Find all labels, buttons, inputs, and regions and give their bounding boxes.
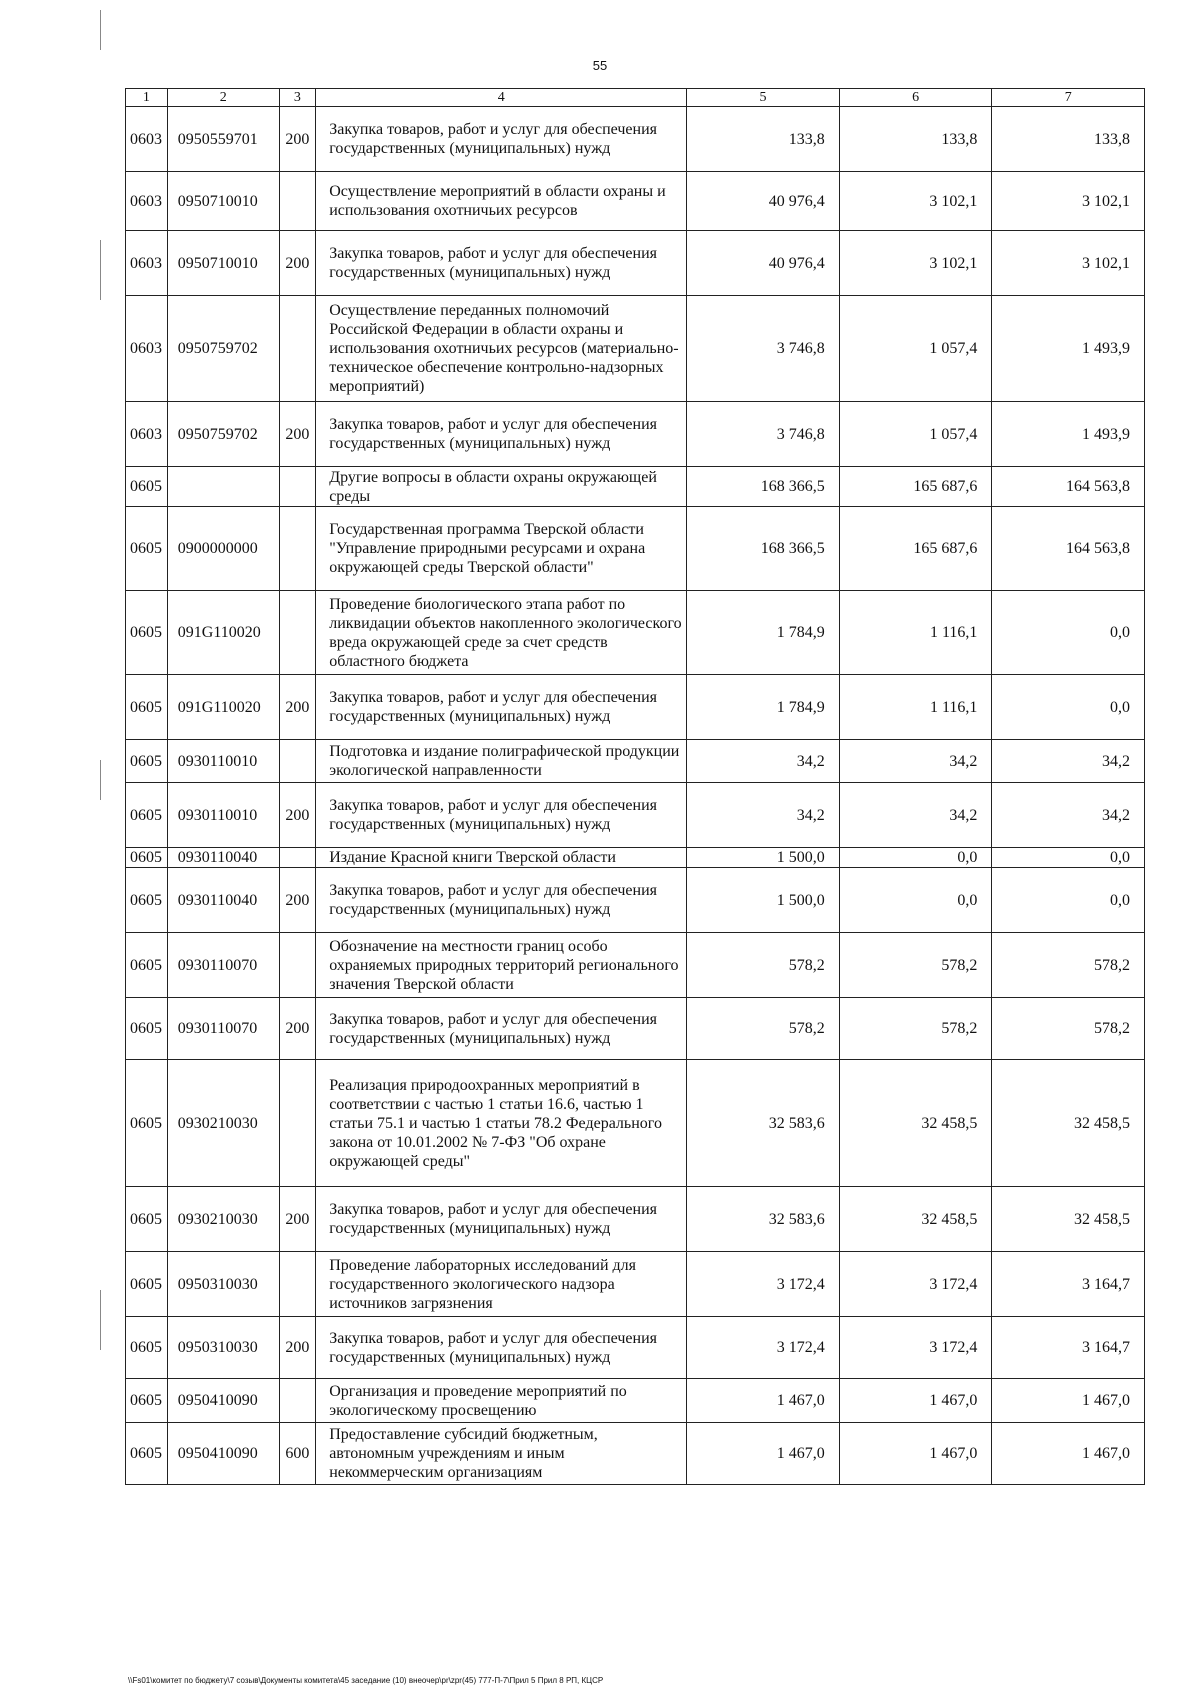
row-description: Издание Красной книги Тверской области <box>316 848 687 868</box>
row-value-2021: 32 583,6 <box>687 1187 840 1252</box>
row-value-2022: 133,8 <box>839 107 992 172</box>
row-expense-type <box>279 591 316 675</box>
table-row <box>126 172 1145 231</box>
table-row <box>126 1379 1145 1423</box>
row-section-code: 0603 <box>126 172 168 231</box>
row-section-code: 0603 <box>126 231 168 296</box>
row-target-code: 0950410090 <box>167 1379 279 1423</box>
row-expense-type <box>279 1379 316 1423</box>
row-value-2022: 32 458,5 <box>839 1187 992 1252</box>
table-row <box>126 107 1145 172</box>
row-value-2021: 578,2 <box>687 998 840 1060</box>
row-expense-type: 200 <box>279 868 316 933</box>
row-description: Закупка товаров, работ и услуг для обеспечения государственных (муниципальных) нужд <box>316 783 687 848</box>
table-row <box>126 1187 1145 1252</box>
row-expense-type: 200 <box>279 1187 316 1252</box>
row-value-2021: 3 746,8 <box>687 402 840 467</box>
row-value-2023: 32 458,5 <box>992 1060 1145 1187</box>
row-section-code: 0605 <box>126 1060 168 1187</box>
column-header: 2 <box>167 89 279 107</box>
row-value-2022: 1 116,1 <box>839 591 992 675</box>
row-section-code: 0605 <box>126 675 168 740</box>
row-value-2022: 3 102,1 <box>839 231 992 296</box>
table-row <box>126 1317 1145 1379</box>
row-value-2022: 165 687,6 <box>839 507 992 591</box>
row-description: Проведение биологического этапа работ по ликвидации объектов накопленного экологического вреда окружающей среде за счет средств областного бюджета <box>316 591 687 675</box>
row-section-code: 0603 <box>126 296 168 402</box>
row-expense-type: 200 <box>279 402 316 467</box>
table-row <box>126 1060 1145 1187</box>
row-value-2023: 0,0 <box>992 591 1145 675</box>
row-value-2021: 578,2 <box>687 933 840 998</box>
file-path-footer: \\Fs01\комитет по бюджету\7 созыв\Документы комитета\45 заседание (10) внеочер\pr\zpr(45) 777-П-7\Прил 5 Прил 8 РП, КЦСР <box>128 1676 604 1685</box>
row-expense-type: 200 <box>279 107 316 172</box>
row-target-code: 0930110070 <box>167 998 279 1060</box>
table-row <box>126 933 1145 998</box>
row-value-2021: 3 746,8 <box>687 296 840 402</box>
row-value-2022: 1 467,0 <box>839 1379 992 1423</box>
row-value-2021: 1 784,9 <box>687 675 840 740</box>
row-section-code: 0605 <box>126 1423 168 1485</box>
row-value-2022: 3 172,4 <box>839 1317 992 1379</box>
row-section-code: 0605 <box>126 848 168 868</box>
row-expense-type <box>279 296 316 402</box>
row-value-2021: 1 784,9 <box>687 591 840 675</box>
row-target-code: 0930110010 <box>167 783 279 848</box>
table-row <box>126 868 1145 933</box>
row-value-2023: 1 467,0 <box>992 1423 1145 1485</box>
row-value-2022: 1 057,4 <box>839 402 992 467</box>
table-row <box>126 231 1145 296</box>
row-description: Осуществление переданных полномочий Российской Федерации в области охраны и использования охотничьих ресурсов (материально-техническое обеспечение контрольно-надзорных мероприятий) <box>316 296 687 402</box>
table-row <box>126 402 1145 467</box>
row-description: Организация и проведение мероприятий по экологическому просвещению <box>316 1379 687 1423</box>
row-value-2022: 1 467,0 <box>839 1423 992 1485</box>
row-target-code: 0950710010 <box>167 231 279 296</box>
table-row <box>126 783 1145 848</box>
row-target-code: 0950759702 <box>167 402 279 467</box>
row-target-code: 0950559701 <box>167 107 279 172</box>
row-section-code: 0605 <box>126 507 168 591</box>
row-expense-type <box>279 740 316 783</box>
row-target-code: 0950410090 <box>167 1423 279 1485</box>
row-value-2022: 3 172,4 <box>839 1252 992 1317</box>
row-section-code: 0605 <box>126 1317 168 1379</box>
row-value-2022: 578,2 <box>839 933 992 998</box>
row-expense-type <box>279 172 316 231</box>
row-target-code: 0950710010 <box>167 172 279 231</box>
row-description: Закупка товаров, работ и услуг для обеспечения государственных (муниципальных) нужд <box>316 231 687 296</box>
row-description: Закупка товаров, работ и услуг для обеспечения государственных (муниципальных) нужд <box>316 1317 687 1379</box>
budget-table <box>125 88 1145 1485</box>
row-section-code: 0605 <box>126 1252 168 1317</box>
row-section-code: 0603 <box>126 402 168 467</box>
row-description: Подготовка и издание полиграфической продукции экологической направленности <box>316 740 687 783</box>
row-expense-type: 200 <box>279 783 316 848</box>
row-target-code: 0950759702 <box>167 296 279 402</box>
row-value-2023: 1 467,0 <box>992 1379 1145 1423</box>
row-description: Проведение лабораторных исследований для государственного экологического надзора источников загрязнения <box>316 1252 687 1317</box>
scan-margin-mark <box>100 240 101 300</box>
row-value-2023: 0,0 <box>992 848 1145 868</box>
row-value-2023: 0,0 <box>992 675 1145 740</box>
row-target-code: 0930110010 <box>167 740 279 783</box>
row-target-code: 0930110040 <box>167 848 279 868</box>
row-section-code: 0605 <box>126 1379 168 1423</box>
column-header: 4 <box>316 89 687 107</box>
row-value-2022: 34,2 <box>839 783 992 848</box>
row-value-2021: 168 366,5 <box>687 467 840 507</box>
row-value-2021: 40 976,4 <box>687 231 840 296</box>
row-description: Государственная программа Тверской области "Управление природными ресурсами и охрана окружающей среды Тверской области" <box>316 507 687 591</box>
row-value-2021: 34,2 <box>687 783 840 848</box>
row-description: Закупка товаров, работ и услуг для обеспечения государственных (муниципальных) нужд <box>316 1187 687 1252</box>
row-description: Закупка товаров, работ и услуг для обеспечения государственных (муниципальных) нужд <box>316 868 687 933</box>
row-section-code: 0603 <box>126 107 168 172</box>
row-value-2022: 1 116,1 <box>839 675 992 740</box>
row-target-code: 0900000000 <box>167 507 279 591</box>
row-value-2023: 164 563,8 <box>992 507 1145 591</box>
row-value-2023: 1 493,9 <box>992 402 1145 467</box>
row-value-2021: 1 500,0 <box>687 848 840 868</box>
row-expense-type <box>279 507 316 591</box>
row-expense-type <box>279 1060 316 1187</box>
row-target-code: 0930210030 <box>167 1060 279 1187</box>
column-header: 5 <box>687 89 840 107</box>
row-target-code: 091G110020 <box>167 591 279 675</box>
row-target-code <box>167 467 279 507</box>
row-value-2021: 34,2 <box>687 740 840 783</box>
table-row <box>126 675 1145 740</box>
row-value-2021: 1 467,0 <box>687 1423 840 1485</box>
column-header: 6 <box>839 89 992 107</box>
row-target-code: 091G110020 <box>167 675 279 740</box>
row-expense-type <box>279 933 316 998</box>
row-value-2023: 3 102,1 <box>992 231 1145 296</box>
row-value-2022: 1 057,4 <box>839 296 992 402</box>
scan-margin-mark <box>100 1290 101 1350</box>
table-row <box>126 507 1145 591</box>
row-value-2023: 1 493,9 <box>992 296 1145 402</box>
row-value-2023: 3 164,7 <box>992 1317 1145 1379</box>
row-value-2023: 0,0 <box>992 868 1145 933</box>
row-value-2023: 32 458,5 <box>992 1187 1145 1252</box>
row-value-2023: 133,8 <box>992 107 1145 172</box>
row-value-2022: 578,2 <box>839 998 992 1060</box>
row-value-2023: 34,2 <box>992 783 1145 848</box>
row-value-2023: 164 563,8 <box>992 467 1145 507</box>
row-value-2023: 578,2 <box>992 998 1145 1060</box>
scan-margin-mark <box>100 760 101 800</box>
table-row <box>126 467 1145 507</box>
row-target-code: 0930110070 <box>167 933 279 998</box>
row-target-code: 0930110040 <box>167 868 279 933</box>
row-section-code: 0605 <box>126 467 168 507</box>
row-description: Другие вопросы в области охраны окружающей среды <box>316 467 687 507</box>
table-row <box>126 1423 1145 1485</box>
row-description: Реализация природоохранных мероприятий в соответствии с частью 1 статьи 16.6, частью 1 статьи 75.1 и частью 1 статьи 78.2 Федерального закона от 10.01.2002 № 7-ФЗ "Об охране окружающей среды" <box>316 1060 687 1187</box>
page-number: 55 <box>592 58 608 73</box>
row-section-code: 0605 <box>126 591 168 675</box>
row-expense-type: 200 <box>279 675 316 740</box>
row-section-code: 0605 <box>126 740 168 783</box>
row-description: Обозначение на местности границ особо охраняемых природных территорий регионального значения Тверской области <box>316 933 687 998</box>
row-value-2021: 133,8 <box>687 107 840 172</box>
row-value-2023: 578,2 <box>992 933 1145 998</box>
row-expense-type <box>279 848 316 868</box>
row-value-2022: 34,2 <box>839 740 992 783</box>
column-header: 7 <box>992 89 1145 107</box>
scan-margin-mark <box>100 10 101 50</box>
row-description: Предоставление субсидий бюджетным, автономным учреждениям и иным некоммерческим организациям <box>316 1423 687 1485</box>
table-header-row <box>126 89 1145 107</box>
row-expense-type: 200 <box>279 231 316 296</box>
table-row <box>126 296 1145 402</box>
row-target-code: 0950310030 <box>167 1317 279 1379</box>
row-target-code: 0950310030 <box>167 1252 279 1317</box>
row-expense-type <box>279 467 316 507</box>
row-description: Закупка товаров, работ и услуг для обеспечения государственных (муниципальных) нужд <box>316 107 687 172</box>
row-value-2023: 3 164,7 <box>992 1252 1145 1317</box>
row-expense-type: 200 <box>279 998 316 1060</box>
row-value-2021: 3 172,4 <box>687 1252 840 1317</box>
row-value-2022: 0,0 <box>839 848 992 868</box>
row-value-2021: 3 172,4 <box>687 1317 840 1379</box>
row-section-code: 0605 <box>126 783 168 848</box>
table-row <box>126 998 1145 1060</box>
row-value-2021: 32 583,6 <box>687 1060 840 1187</box>
row-value-2023: 3 102,1 <box>992 172 1145 231</box>
row-section-code: 0605 <box>126 933 168 998</box>
row-expense-type: 600 <box>279 1423 316 1485</box>
row-value-2021: 1 467,0 <box>687 1379 840 1423</box>
table-row <box>126 740 1145 783</box>
column-header: 3 <box>279 89 316 107</box>
row-value-2022: 32 458,5 <box>839 1060 992 1187</box>
table-row <box>126 591 1145 675</box>
row-value-2022: 3 102,1 <box>839 172 992 231</box>
row-expense-type: 200 <box>279 1317 316 1379</box>
table-row <box>126 1252 1145 1317</box>
table-row <box>126 848 1145 868</box>
row-value-2023: 34,2 <box>992 740 1145 783</box>
row-value-2022: 0,0 <box>839 868 992 933</box>
row-description: Закупка товаров, работ и услуг для обеспечения государственных (муниципальных) нужд <box>316 675 687 740</box>
row-value-2021: 1 500,0 <box>687 868 840 933</box>
row-section-code: 0605 <box>126 998 168 1060</box>
row-value-2021: 168 366,5 <box>687 507 840 591</box>
row-value-2022: 165 687,6 <box>839 467 992 507</box>
row-target-code: 0930210030 <box>167 1187 279 1252</box>
column-header: 1 <box>126 89 168 107</box>
row-section-code: 0605 <box>126 1187 168 1252</box>
row-value-2021: 40 976,4 <box>687 172 840 231</box>
row-section-code: 0605 <box>126 868 168 933</box>
row-expense-type <box>279 1252 316 1317</box>
row-description: Закупка товаров, работ и услуг для обеспечения государственных (муниципальных) нужд <box>316 998 687 1060</box>
row-description: Закупка товаров, работ и услуг для обеспечения государственных (муниципальных) нужд <box>316 402 687 467</box>
row-description: Осуществление мероприятий в области охраны и использования охотничьих ресурсов <box>316 172 687 231</box>
